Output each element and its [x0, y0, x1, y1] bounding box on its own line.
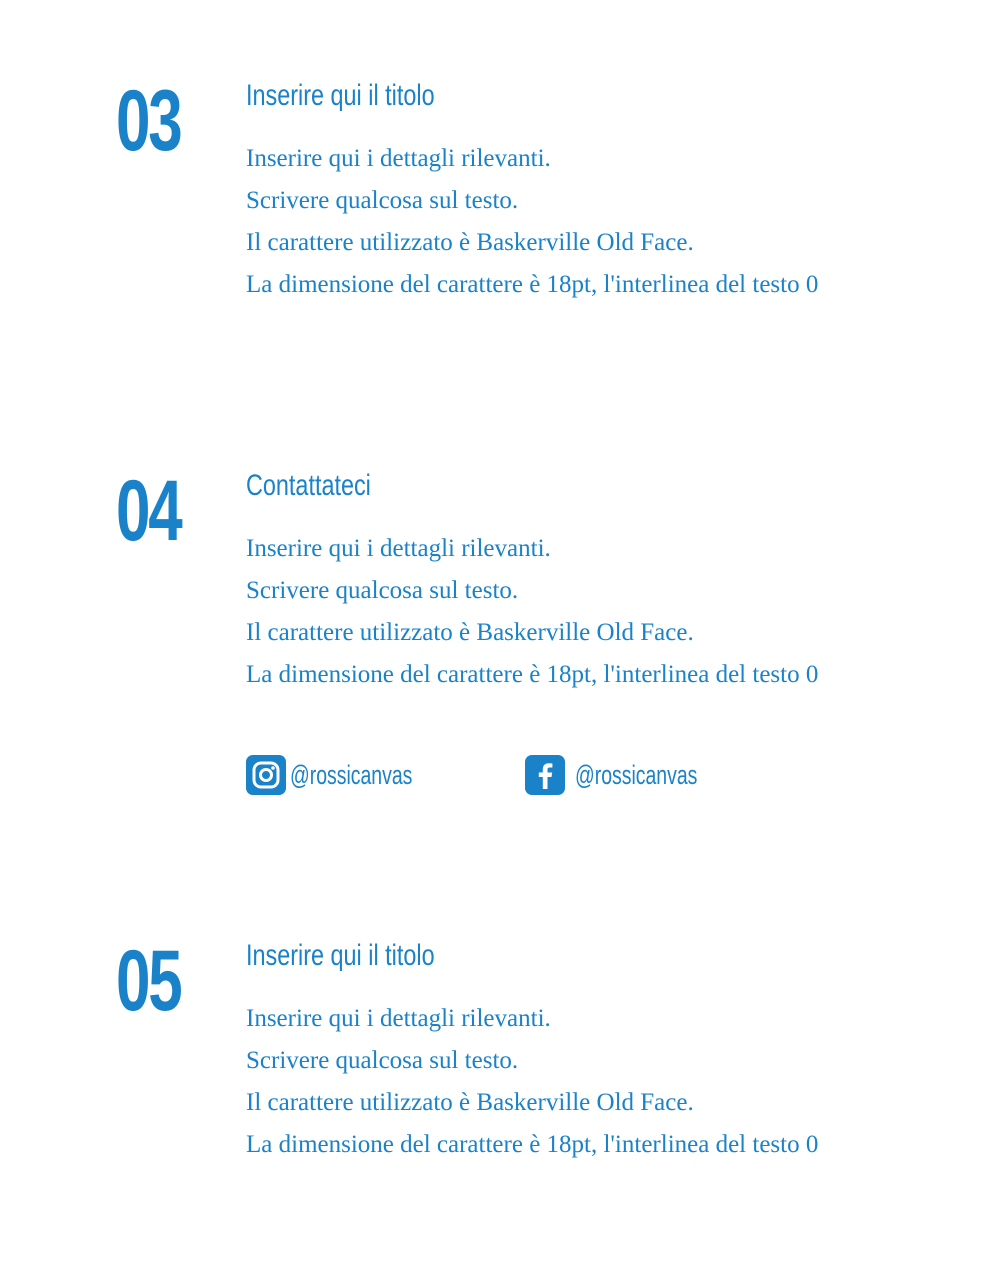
section-number: 04	[116, 463, 181, 559]
facebook-icon	[525, 755, 565, 795]
section-body	[246, 998, 818, 1166]
instagram-link[interactable]	[246, 755, 460, 795]
body-line: Il carattere utilizzato è Baskerville Old Face.	[246, 1089, 694, 1116]
body-line: Il carattere utilizzato è Baskerville Old Face.	[246, 229, 694, 256]
section-number: 03	[116, 73, 181, 169]
body-line: La dimensione del carattere è 18pt, l'interlinea del testo 0	[246, 661, 819, 688]
section-body	[246, 528, 818, 696]
section-title: Contattateci	[246, 469, 371, 502]
body-line: La dimensione del carattere è 18pt, l'interlinea del testo 0	[246, 1131, 819, 1158]
instagram-handle: @rossicanvas	[290, 760, 413, 790]
section-body	[246, 138, 818, 306]
section-title: Inserire qui il titolo	[246, 79, 435, 112]
facebook-handle: @rossicanvas	[575, 760, 698, 790]
body-line: Inserire qui i dettagli rilevanti.	[246, 145, 551, 172]
body-line: Scrivere qualcosa sul testo.	[246, 187, 519, 214]
section-title: Inserire qui il titolo	[246, 939, 435, 972]
body-line: Scrivere qualcosa sul testo.	[246, 577, 519, 604]
section-number: 05	[116, 933, 181, 1029]
body-line: Inserire qui i dettagli rilevanti.	[246, 535, 551, 562]
instagram-icon	[246, 755, 286, 795]
body-line: Inserire qui i dettagli rilevanti.	[246, 1005, 551, 1032]
body-line: Scrivere qualcosa sul testo.	[246, 1047, 519, 1074]
facebook-link[interactable]	[525, 755, 745, 795]
body-line: Il carattere utilizzato è Baskerville Old Face.	[246, 619, 694, 646]
body-line: La dimensione del carattere è 18pt, l'interlinea del testo 0	[246, 271, 819, 298]
